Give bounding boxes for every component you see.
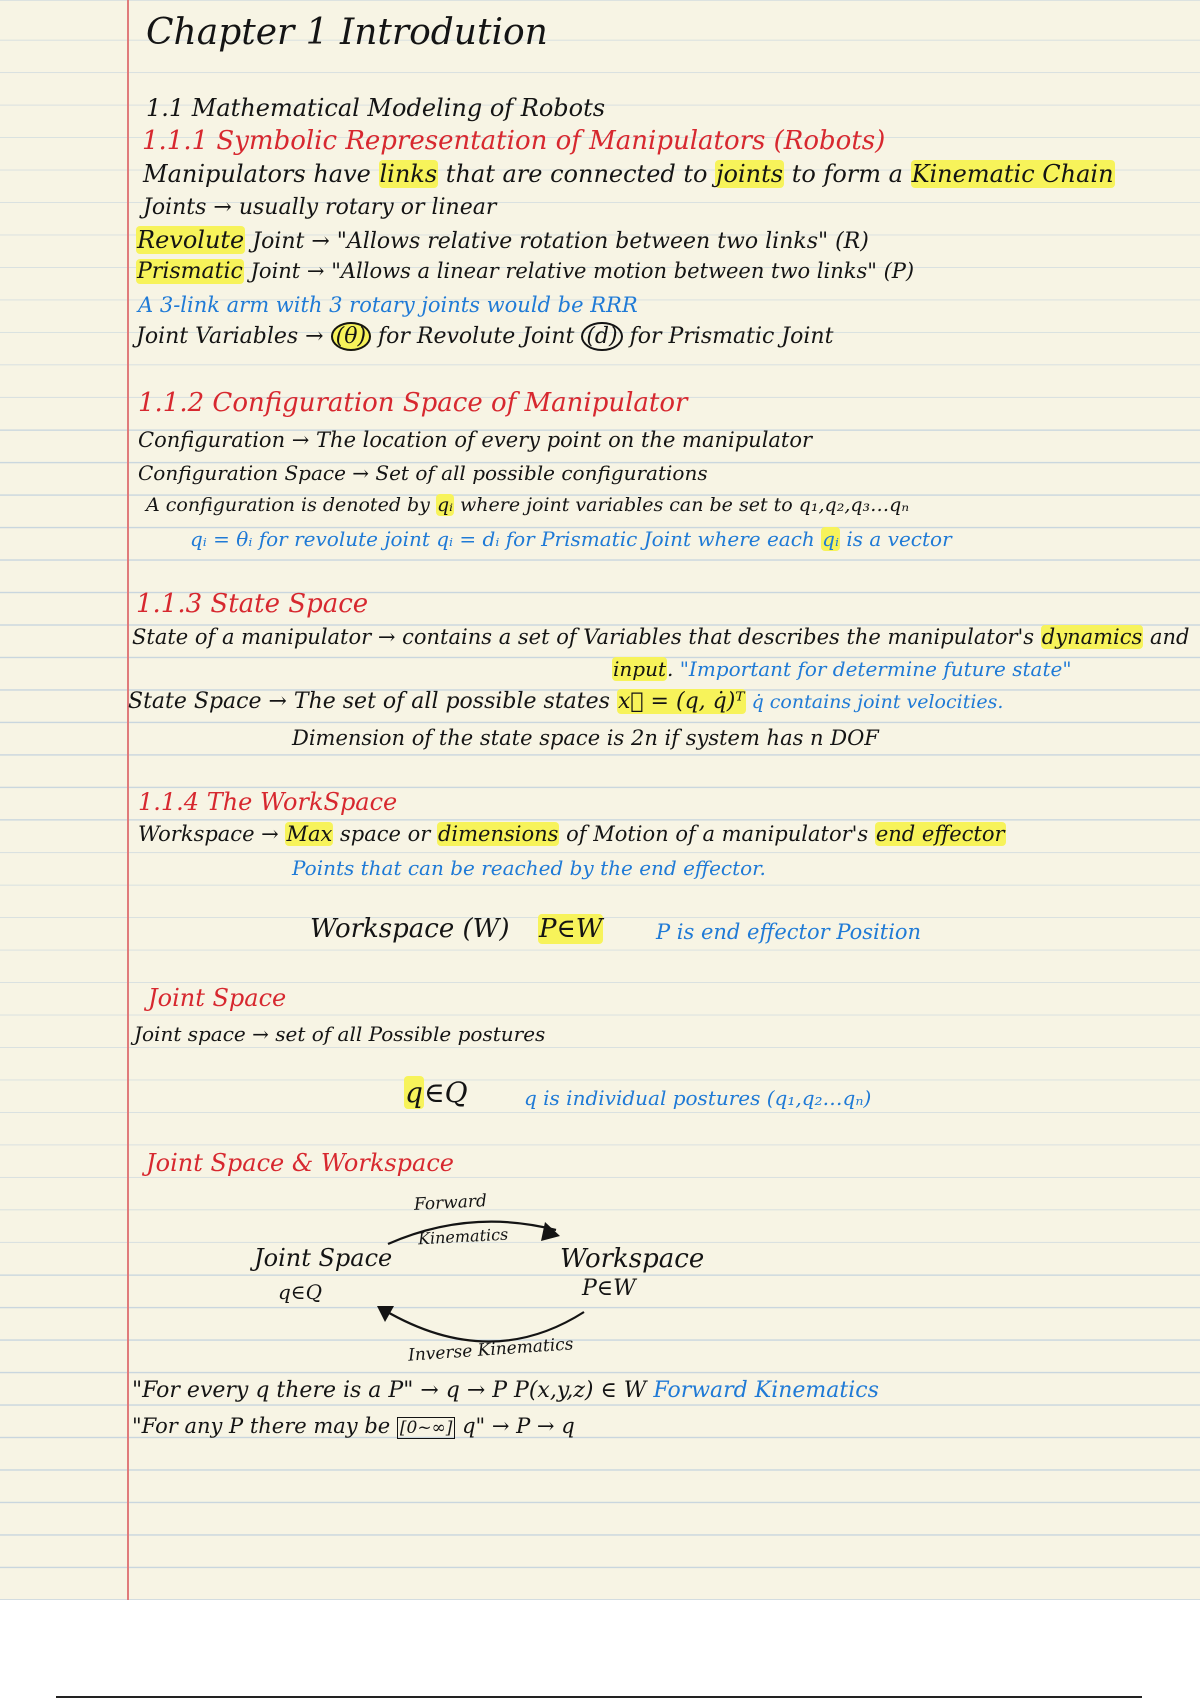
text: State of a manipulator → contains a set of Variables that describes the manipulator's bbox=[132, 625, 1041, 649]
text: Joint Variables → bbox=[136, 324, 331, 349]
highlight-revolute: Revolute bbox=[137, 226, 245, 254]
note-line-configuration: Configuration → The location of every point on the manipulator bbox=[138, 428, 813, 452]
text: Workspace → bbox=[138, 822, 286, 846]
note-line-configuration-space: Configuration Space → Set of all possible configurations bbox=[138, 461, 708, 485]
forward-kinematics-note: Forward Kinematics bbox=[653, 1378, 879, 1403]
text: State Space → The set of all possible states bbox=[128, 689, 617, 714]
highlight-qi-vector: qᵢ bbox=[822, 527, 839, 551]
note-line-joint-space: Joint space → set of all Possible postures bbox=[134, 1022, 546, 1046]
workspace-symbol: Workspace (W) bbox=[310, 914, 510, 944]
text: of Motion of a manipulator's bbox=[559, 822, 875, 846]
text: for Revolute Joint bbox=[371, 324, 582, 349]
diagram-joint-space-node: Joint Space bbox=[254, 1244, 393, 1272]
text: and bbox=[1143, 625, 1190, 649]
highlight-p-in-w: P∈W bbox=[539, 914, 603, 944]
section-1-1-2-heading: 1.1.2 Configuration Space of Manipulator bbox=[138, 388, 688, 418]
section-1-1-heading: 1.1 Mathematical Modeling of Robots bbox=[146, 94, 606, 122]
section-1-1-4-heading: 1.1.4 The WorkSpace bbox=[138, 788, 398, 816]
diagram-inverse-kinematics-label: Inverse Kinematics bbox=[407, 1334, 575, 1366]
diagram-workspace-node: Workspace bbox=[560, 1244, 705, 1274]
chapter-title: Chapter 1 Introdution bbox=[146, 12, 548, 53]
highlight-joints: joints bbox=[716, 160, 784, 188]
note-line-dimension: Dimension of the state space is 2n if system has n DOF bbox=[292, 726, 879, 750]
text: that are connected to bbox=[438, 160, 716, 188]
text: qᵢ = θᵢ for revolute joint qᵢ = dᵢ for Prismatic Joint where each bbox=[190, 527, 822, 551]
diagram-forward-label: Forward bbox=[413, 1191, 488, 1215]
diagram-p-in-W: P∈W bbox=[582, 1276, 636, 1301]
q-individual-postures: q is individual postures (q₁,q₂…qₙ) bbox=[524, 1086, 872, 1110]
note-line-joint-types: Joints → usually rotary or linear bbox=[143, 195, 497, 220]
text: . bbox=[667, 657, 680, 681]
highlight-dimensions: dimensions bbox=[437, 822, 559, 846]
joint-velocities-note: q̇ contains joint velocities. bbox=[745, 691, 1004, 713]
forward-kinematics-arrow bbox=[388, 1222, 556, 1244]
highlight-end-effector: end effector bbox=[875, 822, 1005, 846]
note-line-forward-kinematics bbox=[132, 1378, 879, 1403]
text: Manipulators have bbox=[143, 160, 379, 188]
note-line-inverse-kinematics bbox=[132, 1414, 575, 1438]
text: A configuration is denoted by bbox=[146, 494, 436, 516]
p-end-effector-position: P is end effector Position bbox=[656, 920, 922, 944]
theta-symbol: (θ) bbox=[331, 322, 371, 351]
text: space or bbox=[333, 822, 437, 846]
text: to form a bbox=[784, 160, 911, 188]
section-1-1-3-heading: 1.1.3 State Space bbox=[136, 589, 369, 619]
highlight-links: links bbox=[379, 160, 438, 188]
forward-arrowhead bbox=[541, 1222, 560, 1241]
joint-space-workspace-heading: Joint Space & Workspace bbox=[146, 1149, 454, 1177]
text: where joint variables can be set to q₁,q₂,q₃…qₙ bbox=[453, 494, 910, 516]
text: q" → P → q bbox=[455, 1414, 575, 1438]
text: ∈Q bbox=[423, 1076, 468, 1109]
text: Joint → "Allows a linear relative motion between two links" (P) bbox=[243, 259, 915, 283]
highlight-max: Max bbox=[286, 822, 333, 846]
range-box: [0~∞] bbox=[397, 1417, 456, 1439]
highlight-input: input bbox=[613, 657, 666, 681]
joint-space-heading: Joint Space bbox=[148, 984, 287, 1012]
quote-future-state: "Important for determine future state" bbox=[679, 657, 1072, 681]
text: for Prismatic Joint bbox=[622, 324, 834, 349]
note-line-reachable-points: Points that can be reached by the end effector. bbox=[292, 856, 766, 880]
inverse-kinematics-arrow bbox=[384, 1310, 584, 1342]
page-bottom-rule bbox=[56, 1696, 1142, 1698]
diagram-kinematics-label: Kinematics bbox=[417, 1224, 509, 1249]
highlight-prismatic: Prismatic bbox=[137, 259, 243, 284]
text: Joint → "Allows relative rotation between two links" (R) bbox=[245, 229, 869, 254]
text: "For any P there may be bbox=[132, 1414, 397, 1438]
text: "For every q there is a P" → q → P P(x,y,z) ∈ W bbox=[132, 1378, 654, 1403]
highlight-dynamics: dynamics bbox=[1041, 625, 1143, 649]
d-symbol: (d) bbox=[581, 322, 622, 351]
section-1-1-1-heading: 1.1.1 Symbolic Representation of Manipulators (Robots) bbox=[142, 126, 886, 156]
diagram-q-in-Q: q∈Q bbox=[278, 1280, 323, 1304]
highlight-q: q bbox=[405, 1076, 423, 1109]
highlight-qi: qᵢ bbox=[436, 494, 453, 516]
note-line-rrr: A 3-link arm with 3 rotary joints would be RRR bbox=[138, 293, 638, 317]
highlight-kinematic-chain: Kinematic Chain bbox=[911, 160, 1114, 188]
highlight-state-vector: x⃗ = (q, q̇)ᵀ bbox=[617, 689, 745, 714]
text: is a vector bbox=[840, 527, 952, 551]
